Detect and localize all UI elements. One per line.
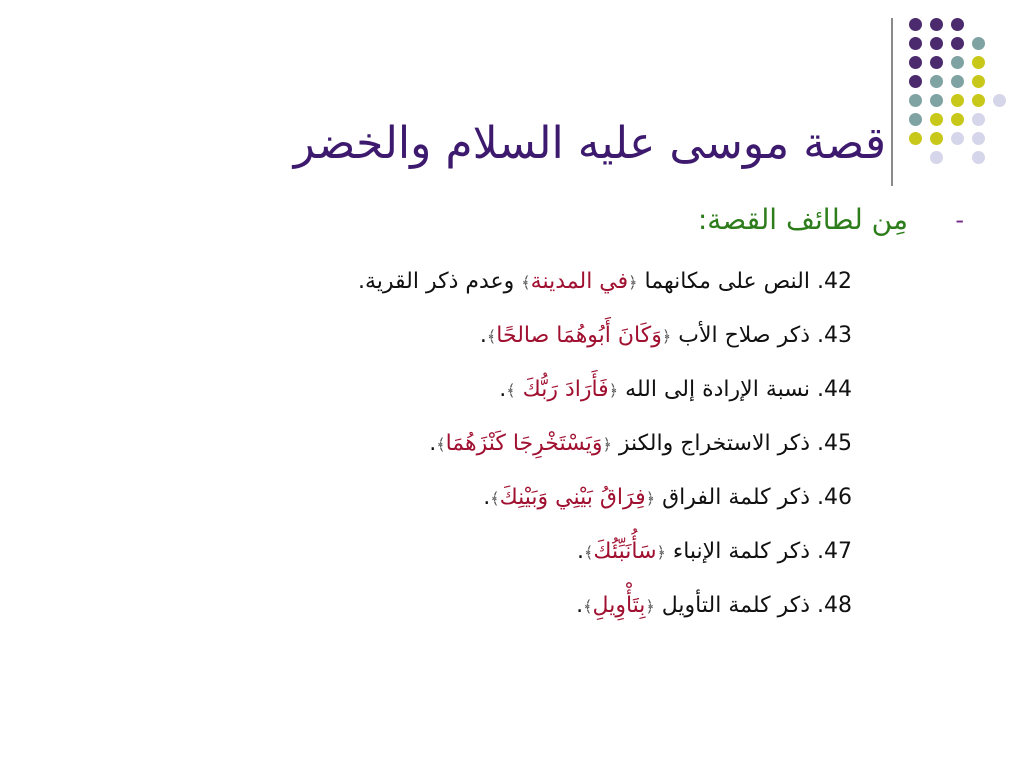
decor-dot (972, 151, 985, 164)
title-divider (891, 18, 893, 186)
item-text-after: . (429, 431, 437, 456)
decor-dot (972, 113, 985, 126)
item-text-after: وعدم ذكر القرية. (357, 269, 522, 294)
decor-dot (972, 75, 985, 88)
decor-dot (930, 94, 943, 107)
item-text-after: . (479, 323, 487, 348)
subheading-text: مِن لطائف القصة: (697, 203, 908, 236)
decor-dot (909, 113, 922, 126)
item-quote: سَأُنَبِّئُكَ (593, 539, 657, 564)
decor-dot (930, 151, 943, 164)
ornament-open: ﴿ (602, 435, 612, 454)
ornament-close: ﴾ (583, 597, 593, 616)
list-item (232, 316, 852, 370)
item-quote: فِرَاقُ بَيْنِي وَبَيْنِكَ (499, 485, 646, 510)
list-item (232, 262, 852, 316)
item-text: النص على مكانهما (637, 269, 817, 294)
item-text: ذكر كلمة الفراق (655, 485, 817, 510)
decor-dot (930, 56, 943, 69)
decor-dot (972, 37, 985, 50)
decor-dot (951, 37, 964, 50)
item-quote: بِتَأْوِيلِ (592, 593, 646, 618)
decor-dot (909, 56, 922, 69)
decor-dot (930, 37, 943, 50)
ornament-close: ﴾ (486, 327, 497, 346)
decorative-dot-grid (903, 14, 1013, 164)
decor-dot (951, 56, 964, 69)
item-quote: فَأَرَادَ رَبُّكَ (515, 377, 609, 402)
decor-dot (951, 94, 964, 107)
ornament-open: ﴿ (656, 543, 666, 562)
ornament-open: ﴿ (645, 597, 655, 616)
item-text: نسبة الإرادة إلى الله (618, 377, 817, 402)
ornament-close: ﴾ (521, 273, 531, 292)
item-number: 47. (817, 539, 852, 564)
ornament-open: ﴿ (608, 381, 619, 400)
decor-dot (909, 75, 922, 88)
item-text-after: . (576, 593, 584, 618)
item-quote: وَكَانَ أَبُوهُمَا صالحًا (496, 323, 662, 348)
decor-dot (930, 113, 943, 126)
decor-dot (972, 132, 985, 145)
ornament-close: ﴾ (490, 489, 500, 508)
item-quote: وَيَسْتَخْرِجَا كَنْزَهُمَا (445, 431, 603, 456)
decor-dot (909, 18, 922, 31)
subheading-bullet: - (955, 205, 964, 234)
list-item (232, 424, 852, 478)
item-number: 42. (817, 269, 852, 294)
decor-dot (930, 75, 943, 88)
item-text-after: . (483, 485, 491, 510)
decor-dot (972, 94, 985, 107)
ornament-open: ﴿ (645, 489, 656, 508)
item-number: 43. (817, 323, 852, 348)
list-item (232, 532, 852, 586)
item-text: ذكر كلمة الإنباء (665, 539, 817, 564)
decor-dot (909, 37, 922, 50)
item-text-after: . (577, 539, 585, 564)
decor-dot (930, 132, 943, 145)
item-text: ذكر صلاح الأب (671, 323, 817, 348)
item-text: ذكر كلمة التأويل (654, 593, 817, 618)
ornament-open: ﴿ (661, 327, 672, 346)
subheading (698, 203, 964, 236)
item-text-after: . (499, 377, 507, 402)
item-text: ذكر الاستخراج والكنز (611, 431, 817, 456)
decor-dot (909, 94, 922, 107)
decor-dot (993, 94, 1006, 107)
list-item (232, 370, 852, 424)
item-number: 44. (817, 377, 852, 402)
decor-dot (909, 132, 922, 145)
decor-dot (951, 113, 964, 126)
decor-dot (951, 18, 964, 31)
item-quote: في المدينة (530, 269, 629, 294)
slide-title: قصة موسى عليه السلام والخضر (293, 118, 886, 169)
list-item (232, 586, 852, 640)
ornament-close: ﴾ (506, 381, 516, 400)
decor-dot (951, 75, 964, 88)
decor-dot (972, 56, 985, 69)
item-number: 46. (817, 485, 852, 510)
decor-dot (930, 18, 943, 31)
item-number: 45. (817, 431, 852, 456)
item-number: 48. (817, 593, 852, 618)
points-list (232, 262, 852, 640)
ornament-close: ﴾ (584, 543, 594, 562)
decor-dot (951, 132, 964, 145)
ornament-open: ﴿ (628, 273, 638, 292)
list-item (232, 478, 852, 532)
ornament-close: ﴾ (436, 435, 446, 454)
